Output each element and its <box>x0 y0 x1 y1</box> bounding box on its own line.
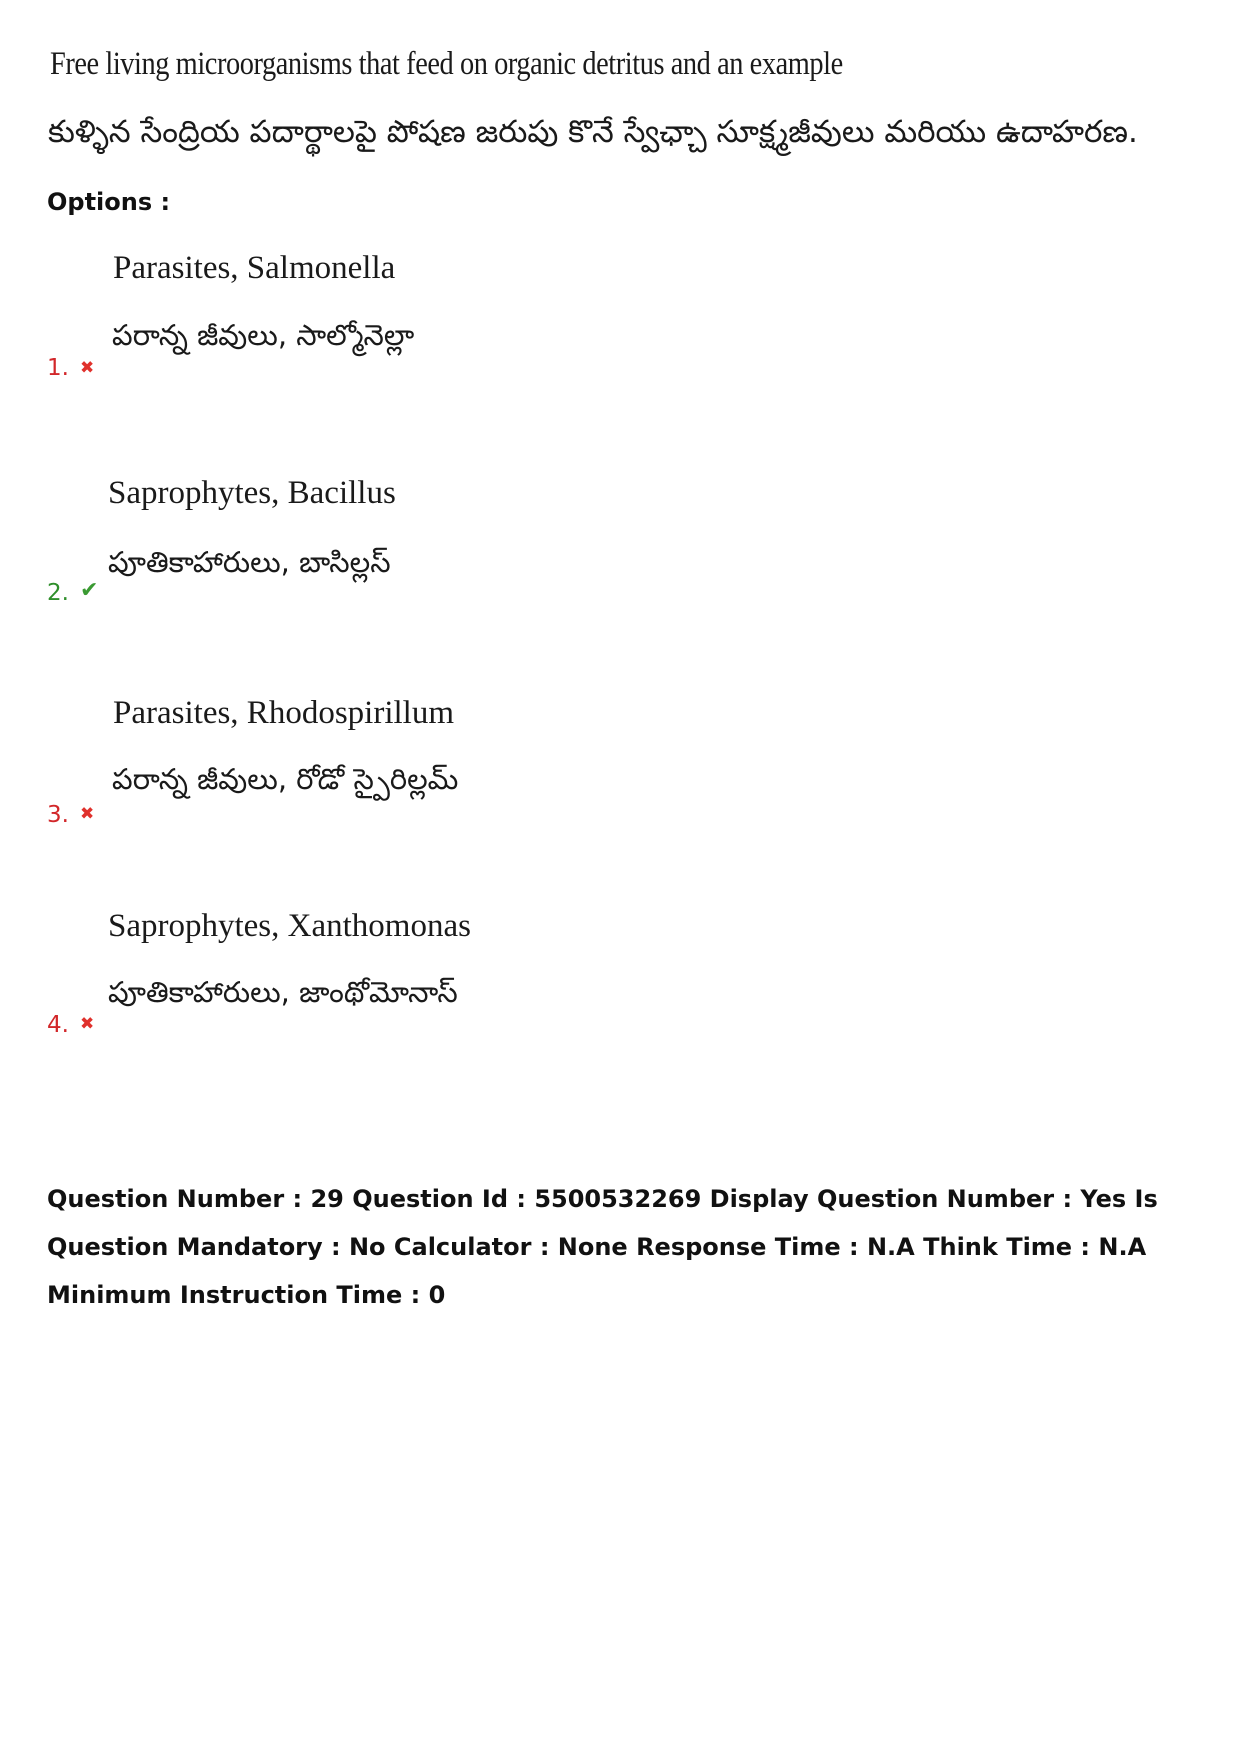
option-1-number: 1. <box>47 355 69 381</box>
cross-icon: ✖ <box>80 804 95 824</box>
option-4-number: 4. <box>47 1012 69 1038</box>
cross-icon: ✖ <box>80 358 95 378</box>
option-1-text-english: Parasites, Salmonella <box>113 250 396 286</box>
option-2-text-english: Saprophytes, Bacillus <box>108 475 396 511</box>
option-4-text-telugu: పూతికాహారులు, జాంథోమోనాస్ <box>108 975 458 1009</box>
option-2-number: 2. <box>47 580 69 606</box>
options-heading: Options : <box>47 188 171 216</box>
option-3-text-telugu: పరాన్న జీవులు, రోడో స్పైరిల్లమ్ <box>112 762 459 796</box>
option-1-text-telugu: పరాన్న జీవులు, సాల్మోనెల్లా <box>112 318 415 352</box>
option-3-number: 3. <box>47 802 69 828</box>
option-4-text-english: Saprophytes, Xanthomonas <box>108 908 471 944</box>
question-text-telugu: కుళ్ళిన సేంద్రియ పదార్థాలపై పోషణ జరుపు కొనే స్వేఛ్చా సూక్ష్మజీవులు మరియు ఉదాహరణ. <box>48 114 1138 150</box>
question-metadata: Question Number : 29 Question Id : 5500532269 Display Question Number : Yes Is Question Mandatory : No Calculator : None Response Time : N.A Think Time : N.A Minimum Instruction Time : 0 <box>47 1185 1158 1309</box>
check-icon: ✔ <box>80 578 99 603</box>
option-2-text-telugu: పూతికాహారులు, బాసిల్లస్ <box>108 545 391 579</box>
option-3-text-english: Parasites, Rhodospirillum <box>113 695 454 731</box>
question-text-english: Free living microorganisms that feed on organic detritus and an example <box>50 46 843 82</box>
cross-icon: ✖ <box>80 1014 95 1034</box>
